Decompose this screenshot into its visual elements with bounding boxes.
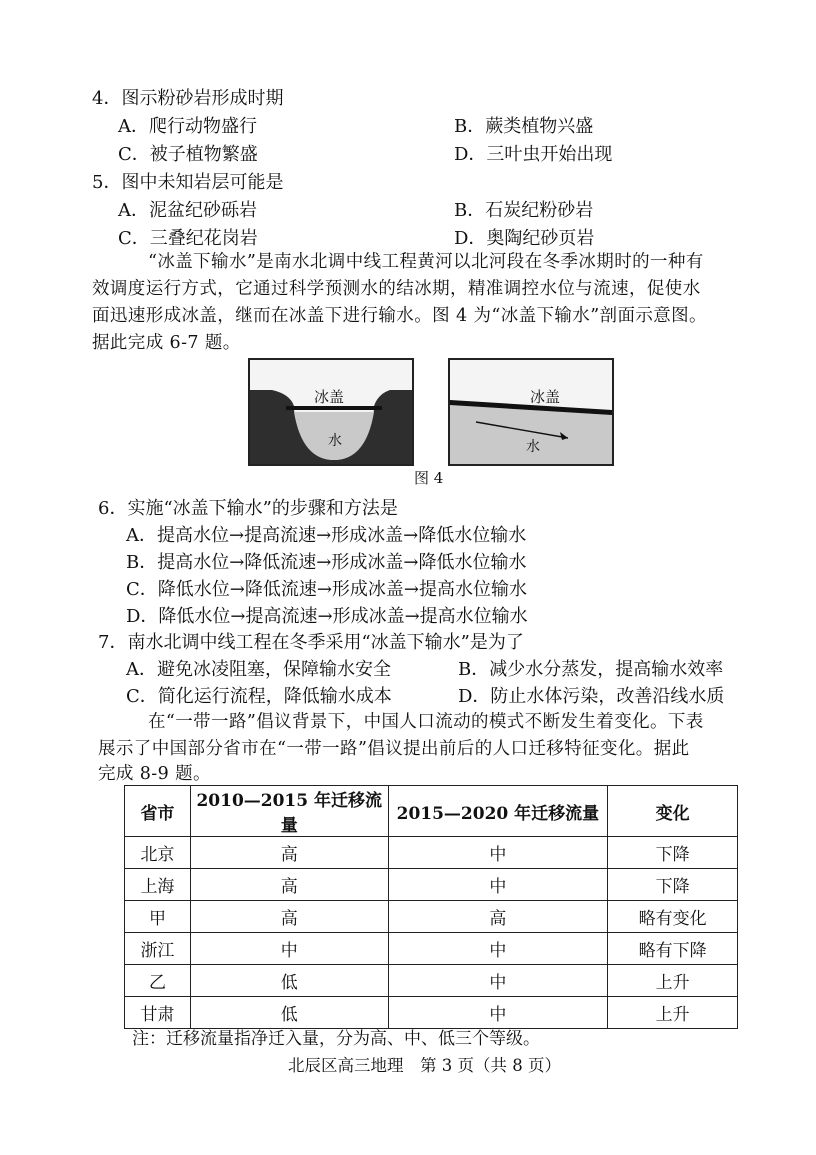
cell-flow-late: 中 xyxy=(388,997,608,1029)
right-ice-cover-label: 冰盖 xyxy=(530,388,561,406)
question-4-option-b: B．蕨类植物兴盛 xyxy=(454,116,594,137)
header-change: 变化 xyxy=(608,786,738,837)
question-5-option-a: A．泥盆纪砂砾岩 xyxy=(118,200,257,221)
passage-2-line-1: 在“一带一路”倡议背景下，中国人口流动的模式不断发生着变化。下表 xyxy=(148,712,704,732)
cell-province: 乙 xyxy=(125,965,191,997)
question-4-option-d: D．三叶虫开始出现 xyxy=(454,144,613,165)
passage-1-line-1: “冰盖下输水”是南水北调中线工程黄河以北河段在冬季冰期时的一种有 xyxy=(148,252,704,272)
cell-change: 略有变化 xyxy=(608,901,738,933)
header-flow-2015-2020: 2015—2020 年迁移流量 xyxy=(388,786,608,837)
cell-flow-early: 高 xyxy=(190,901,388,933)
question-6-option-a: A．提高水位→提高流速→形成冰盖→降低水位输水 xyxy=(126,525,527,546)
table-row xyxy=(125,933,738,965)
cell-change: 上升 xyxy=(608,997,738,1029)
figure-4-caption: 图 4 xyxy=(414,469,444,487)
cell-province: 上海 xyxy=(125,869,191,901)
question-5-option-d: D．奥陶纪砂页岩 xyxy=(454,228,595,249)
question-6-option-c: C．降低水位→降低流速→形成冰盖→提高水位输水 xyxy=(126,579,528,600)
cell-change: 下降 xyxy=(608,837,738,869)
passage-2-line-3: 完成 8-9 题。 xyxy=(98,764,211,784)
table-note: 注：迁移流量指净迁入量，分为高、中、低三个等级。 xyxy=(132,1029,540,1049)
passage-1-line-2: 效调度运行方式，它通过科学预测水的结冰期，精准调控水位与流速，促使水 xyxy=(92,279,701,299)
cell-province: 甘肃 xyxy=(125,997,191,1029)
cell-flow-early: 高 xyxy=(190,869,388,901)
question-4-option-a: A．爬行动物盛行 xyxy=(118,116,257,137)
table-row xyxy=(125,965,738,997)
cell-flow-late: 高 xyxy=(388,901,608,933)
passage-1-line-3: 面迅速形成冰盖，继而在冰盖下进行输水。图 4 为“冰盖下输水”剖面示意图。 xyxy=(92,306,707,326)
figure-4-left-panel xyxy=(248,358,414,466)
question-4-stem: 4．图示粉砂岩形成时期 xyxy=(92,88,284,109)
migration-table xyxy=(124,785,738,1029)
cell-flow-late: 中 xyxy=(388,933,608,965)
page-footer: 北辰区高三地理 第 3 页（共 8 页） xyxy=(288,1056,561,1075)
question-7-option-b: B．减少水分蒸发，提高输水效率 xyxy=(458,659,724,680)
table-header-row xyxy=(125,786,738,837)
question-7-stem: 7．南水北调中线工程在冬季采用“冰盖下输水”是为了 xyxy=(98,632,524,653)
question-6-option-b: B．提高水位→降低流速→形成冰盖→降低水位输水 xyxy=(126,552,527,573)
cell-flow-early: 低 xyxy=(190,965,388,997)
table-row xyxy=(125,901,738,933)
cell-flow-late: 中 xyxy=(388,837,608,869)
question-7-option-c: C．简化运行流程，降低输水成本 xyxy=(126,686,392,707)
cell-flow-late: 中 xyxy=(388,869,608,901)
cell-province: 甲 xyxy=(125,901,191,933)
passage-2-line-2: 展示了中国部分省市在“一带一路”倡议提出前后的人口迁移特征变化。据此 xyxy=(98,739,690,759)
left-ice-cover-label: 冰盖 xyxy=(314,388,345,406)
question-7-option-d: D．防止水体污染，改善沿线水质 xyxy=(458,686,725,707)
left-water-label: 水 xyxy=(328,433,342,449)
header-flow-2010-2015: 2010—2015 年迁移流量 xyxy=(190,786,388,837)
question-4-option-c: C．被子植物繁盛 xyxy=(118,144,258,165)
question-7-option-a: A．避免冰凌阻塞，保障输水安全 xyxy=(126,659,391,680)
cell-change: 下降 xyxy=(608,869,738,901)
question-5-option-c: C．三叠纪花岗岩 xyxy=(118,228,258,249)
right-water-label: 水 xyxy=(526,439,540,455)
cell-flow-late: 中 xyxy=(388,965,608,997)
question-5-option-b: B．石炭纪粉砂岩 xyxy=(454,200,594,221)
cell-flow-early: 低 xyxy=(190,997,388,1029)
cell-province: 北京 xyxy=(125,837,191,869)
header-province: 省市 xyxy=(125,786,191,837)
figure-4-right-panel xyxy=(448,358,614,466)
passage-1-line-4: 据此完成 6-7 题。 xyxy=(92,333,241,353)
cell-change: 略有下降 xyxy=(608,933,738,965)
cell-province: 浙江 xyxy=(125,933,191,965)
table-row xyxy=(125,869,738,901)
question-6-option-d: D．降低水位→提高流速→形成冰盖→提高水位输水 xyxy=(126,606,528,627)
question-6-stem: 6．实施“冰盖下输水”的步骤和方法是 xyxy=(98,498,398,519)
table-row xyxy=(125,837,738,869)
cell-change: 上升 xyxy=(608,965,738,997)
cell-flow-early: 高 xyxy=(190,837,388,869)
cell-flow-early: 中 xyxy=(190,933,388,965)
question-5-stem: 5．图中未知岩层可能是 xyxy=(92,172,284,193)
